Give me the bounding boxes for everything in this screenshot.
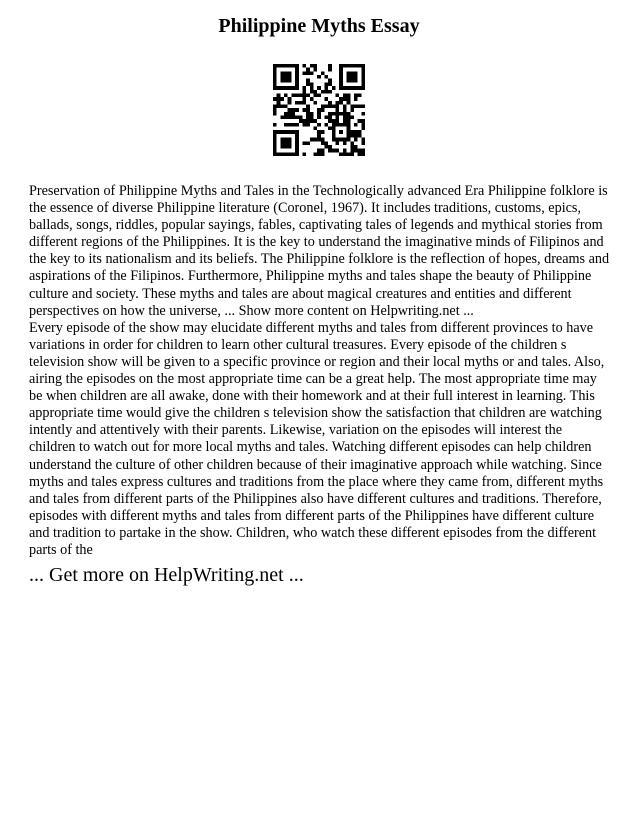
get-more-link[interactable]: ... Get more on HelpWriting.net ... <box>29 564 304 586</box>
essay-paragraph-1: Preservation of Philippine Myths and Tales in the Technologically advanced Era Philippine folklore is the essence of diverse Philippine literature (Coronel, 1967). It includes traditions, customs, epics, ballads, songs, riddles, popular sayings, fables, captivating tales of legends and mythical stories from different regions of the Philippines. It is the key to understand the imaginative minds of Filipinos and the key to its nationalism and its beliefs. The Philippine folklore is the reflection of hopes, dreams and aspirations of the Filipinos. Furthermore, Philippine myths and tales shape the beauty of Philippine culture and society. These myths and tales are about magical creatures and entities and different perspectives on how the universe, ... Show more content on Helpwriting.net ... <box>29 183 610 319</box>
page-title: Philippine Myths Essay <box>218 15 420 37</box>
qr-code-icon <box>273 64 365 156</box>
essay-paragraph-2: Every episode of the show may elucidate different myths and tales from different provinces to have variations in order for children to learn other cultural treasures. Every episode of the children s television show will be given to a specific province or region and their local myths or and tales. Also, airing the episodes on the most appropriate time can be a great help. The most appropriate time may be when children are all awake, done with their homework and at their full interest in learning. This appropriate time would give the children s television show the satisfaction that children are watching intently and attentively with their parents. Likewise, variation on the episodes will interest the children to watch out for more local myths and tales. Watching different episodes can help children understand the culture of other children because of their imaginative approach while watching. Since myths and tales express cultures and traditions from the place where they came from, different myths and tales from different parts of the Philippines also have different cultures and traditions. Therefore, episodes with different myths and tales from different parts of the Philippines have different culture and tradition to partake in the show. Children, who watch these different episodes from the different parts of the <box>29 319 605 558</box>
essay-body <box>29 183 611 559</box>
